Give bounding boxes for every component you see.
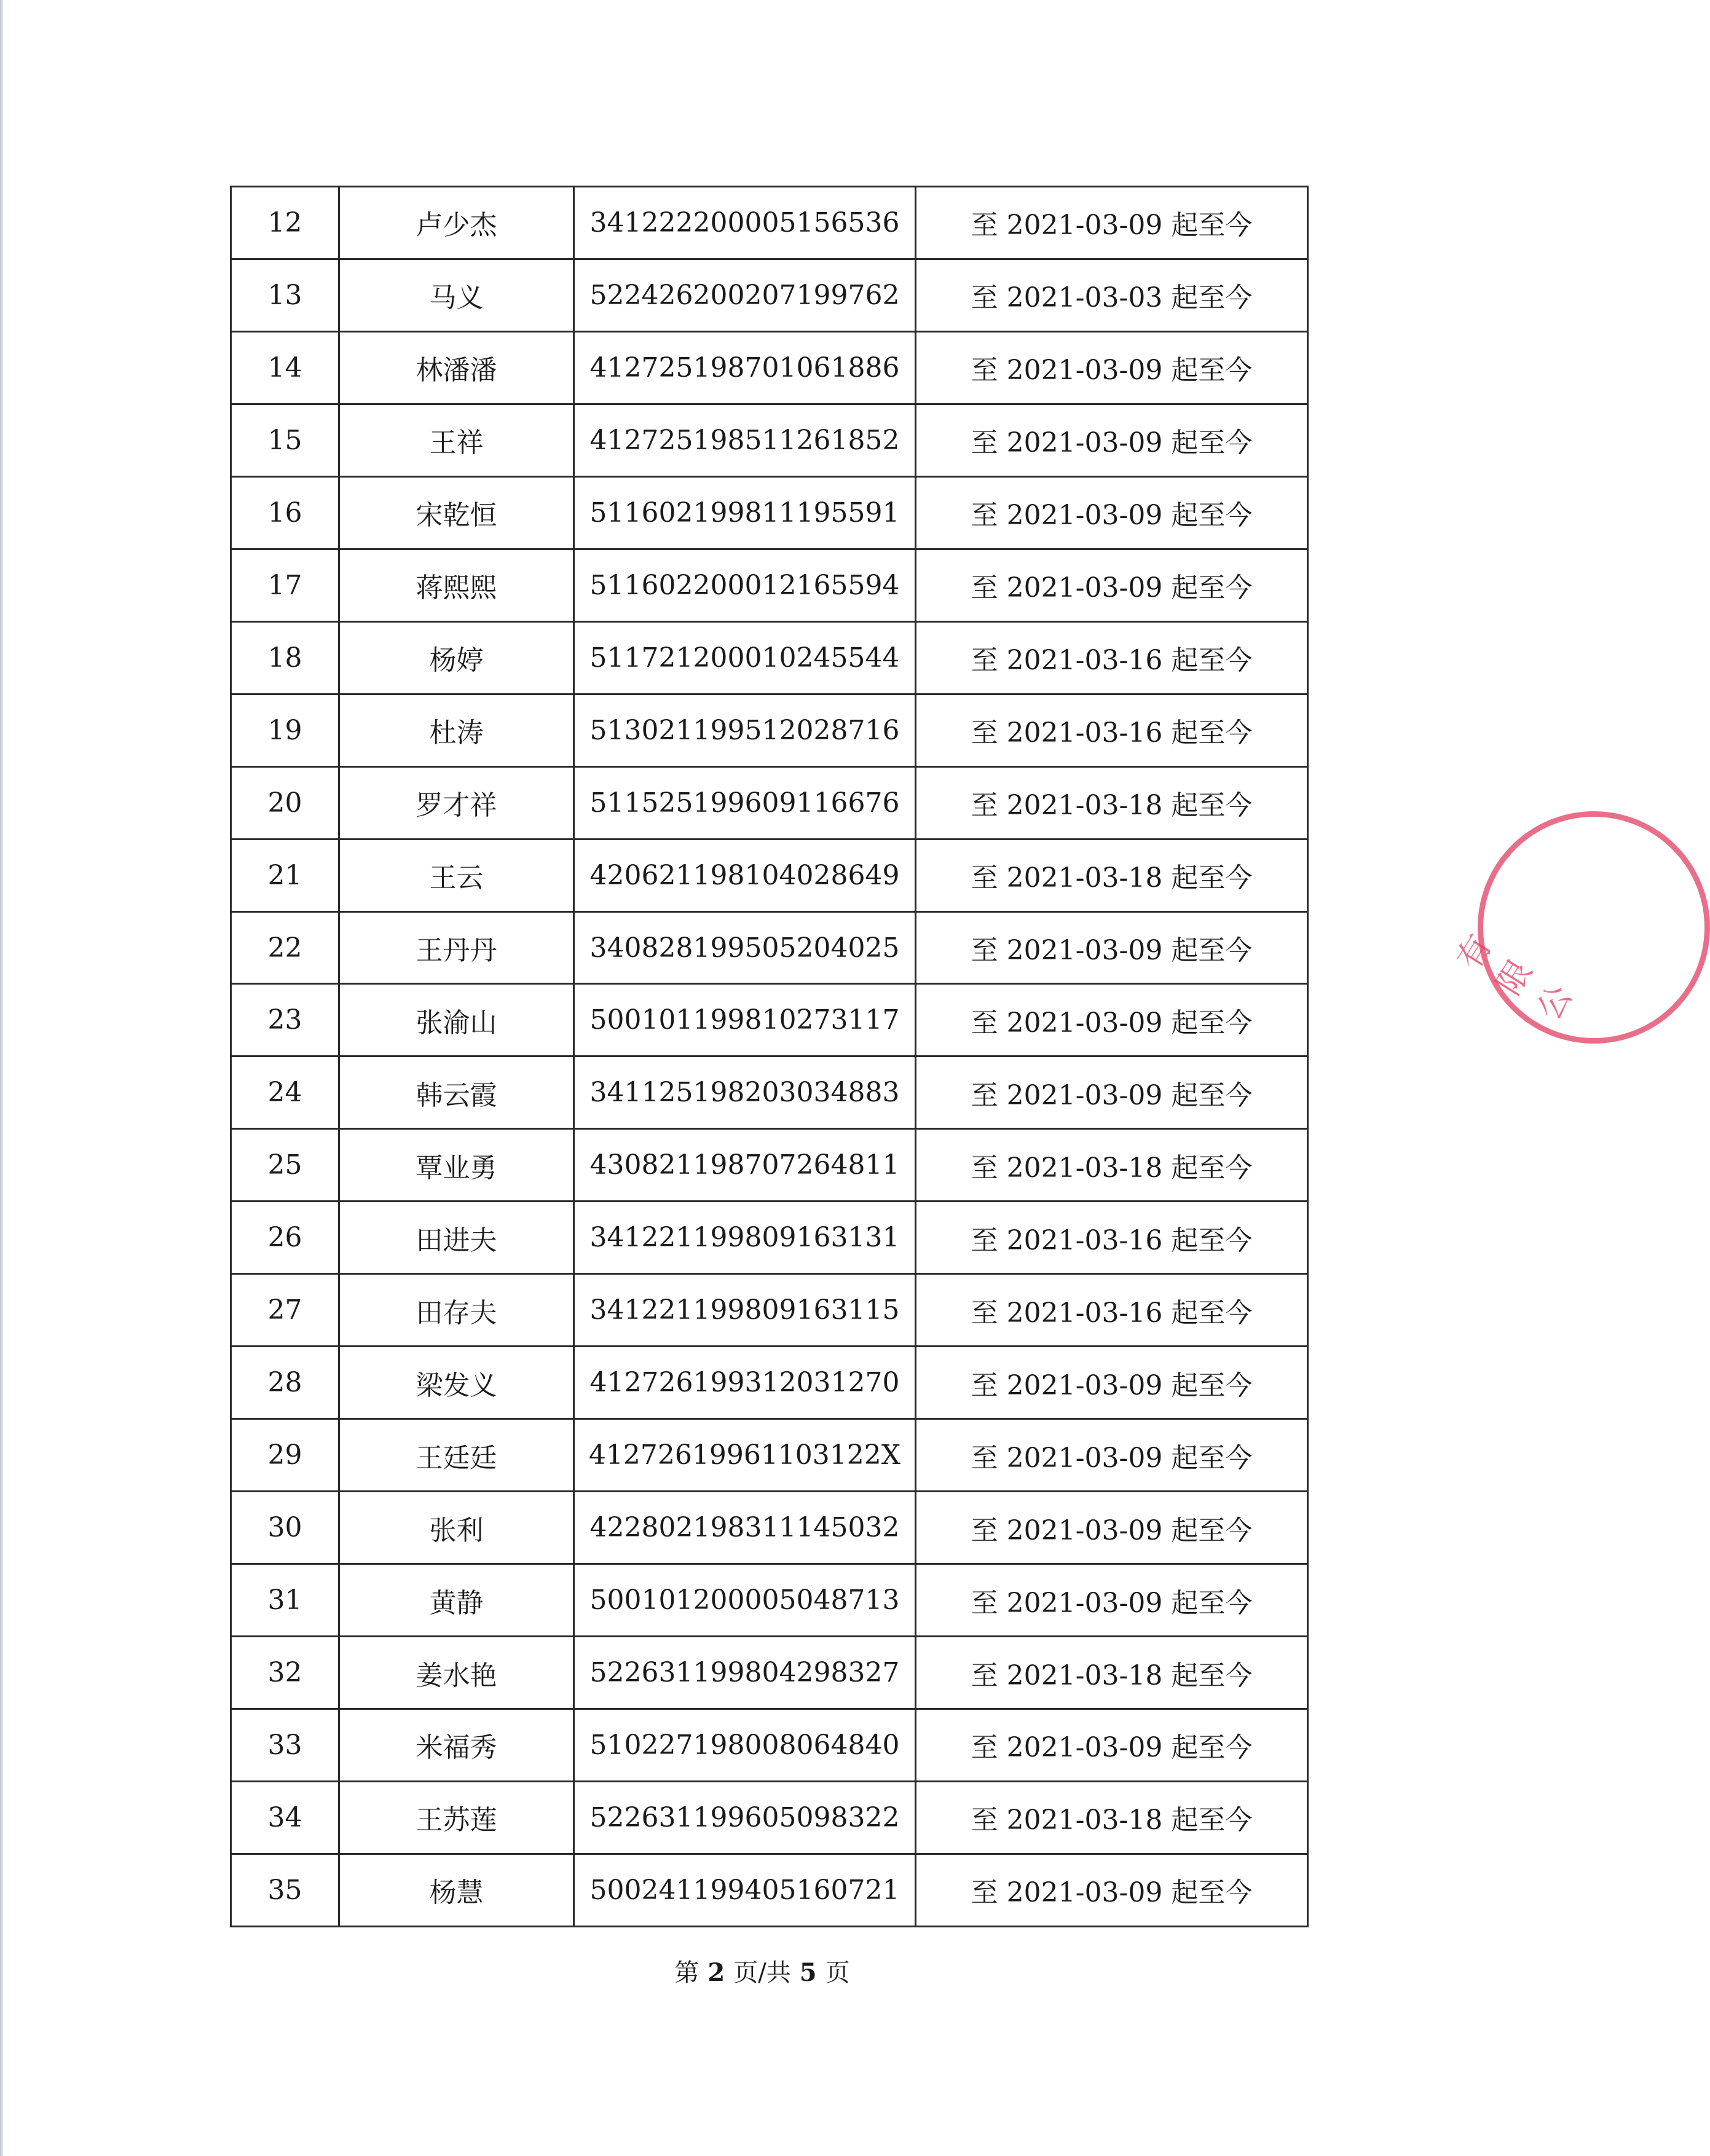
- row-number: 28: [231, 1347, 339, 1419]
- row-number: 17: [231, 549, 339, 621]
- row-name: 杜涛: [339, 694, 574, 766]
- row-period: 至 2021-03-09 起至今: [916, 476, 1308, 549]
- row-period: 至 2021-03-16 起至今: [916, 621, 1308, 694]
- row-id-number: 341221199809163115: [574, 1274, 916, 1347]
- row-id-number: 341125198203034883: [574, 1056, 916, 1129]
- table-row: [231, 1637, 1308, 1709]
- row-name: 米福秀: [339, 1709, 574, 1782]
- roster-table: [230, 186, 1309, 1927]
- row-period: 至 2021-03-09 起至今: [916, 1056, 1308, 1129]
- table-row: [231, 621, 1308, 694]
- row-period: 至 2021-03-16 起至今: [916, 1274, 1308, 1347]
- row-name: 宋乾恒: [339, 476, 574, 549]
- row-name: 姜水艳: [339, 1637, 574, 1709]
- table-row: [231, 1056, 1308, 1129]
- row-period: 至 2021-03-09 起至今: [916, 911, 1308, 984]
- row-number: 19: [231, 694, 339, 766]
- table-row: [231, 1564, 1308, 1637]
- row-period: 至 2021-03-09 起至今: [916, 331, 1308, 404]
- row-period: 至 2021-03-16 起至今: [916, 694, 1308, 766]
- row-id-number: 500101200005048713: [574, 1564, 916, 1637]
- footer-middle: 页/共: [733, 1959, 791, 1987]
- row-id-number: 41272619961103122X: [574, 1419, 916, 1492]
- table-row: [231, 984, 1308, 1056]
- row-number: 23: [231, 984, 339, 1056]
- row-name: 马义: [339, 259, 574, 331]
- row-period: 至 2021-03-09 起至今: [916, 404, 1308, 476]
- row-id-number: 340828199505204025: [574, 911, 916, 984]
- table-row: [231, 1129, 1308, 1202]
- row-id-number: 511602200012165594: [574, 549, 916, 621]
- row-number: 29: [231, 1419, 339, 1492]
- table-row: [231, 766, 1308, 839]
- row-number: 15: [231, 404, 339, 476]
- row-number: 34: [231, 1781, 339, 1854]
- table-row: [231, 1347, 1308, 1419]
- row-name: 王丹丹: [339, 911, 574, 984]
- table-row: [231, 404, 1308, 476]
- row-name: 王苏莲: [339, 1781, 574, 1854]
- row-name: 田存夫: [339, 1274, 574, 1347]
- footer-suffix: 页: [825, 1959, 850, 1987]
- row-number: 12: [231, 187, 339, 259]
- row-id-number: 510227198008064840: [574, 1709, 916, 1782]
- row-id-number: 513021199512028716: [574, 694, 916, 766]
- row-period: 至 2021-03-03 起至今: [916, 259, 1308, 331]
- row-name: 罗才祥: [339, 766, 574, 839]
- table-row: [231, 259, 1308, 331]
- row-name: 覃业勇: [339, 1129, 574, 1202]
- row-name: 梁发义: [339, 1347, 574, 1419]
- row-number: 32: [231, 1637, 339, 1709]
- row-period: 至 2021-03-18 起至今: [916, 1129, 1308, 1202]
- row-id-number: 412725198701061886: [574, 331, 916, 404]
- row-number: 21: [231, 839, 339, 911]
- row-id-number: 500101199810273117: [574, 984, 916, 1056]
- row-period: 至 2021-03-09 起至今: [916, 1854, 1308, 1926]
- row-period: 至 2021-03-18 起至今: [916, 1637, 1308, 1709]
- row-period: 至 2021-03-09 起至今: [916, 984, 1308, 1056]
- row-period: 至 2021-03-09 起至今: [916, 1709, 1308, 1782]
- table-row: [231, 549, 1308, 621]
- row-id-number: 522426200207199762: [574, 259, 916, 331]
- row-id-number: 522631199804298327: [574, 1637, 916, 1709]
- row-name: 蒋熙熙: [339, 549, 574, 621]
- row-number: 27: [231, 1274, 339, 1347]
- row-name: 卢少杰: [339, 187, 574, 259]
- row-id-number: 511721200010245544: [574, 621, 916, 694]
- row-period: 至 2021-03-09 起至今: [916, 1564, 1308, 1637]
- row-period: 至 2021-03-09 起至今: [916, 187, 1308, 259]
- row-name: 黄静: [339, 1564, 574, 1637]
- row-number: 25: [231, 1129, 339, 1202]
- row-name: 王云: [339, 839, 574, 911]
- row-period: 至 2021-03-09 起至今: [916, 1419, 1308, 1492]
- row-period: 至 2021-03-09 起至今: [916, 1492, 1308, 1564]
- table-row: [231, 1709, 1308, 1782]
- roster-body: [231, 187, 1308, 1927]
- table-row: [231, 476, 1308, 549]
- row-name: 杨婷: [339, 621, 574, 694]
- footer-prefix: 第: [674, 1959, 699, 1987]
- table-row: [231, 1781, 1308, 1854]
- company-seal-text: 有限公: [1449, 924, 1582, 1027]
- row-id-number: 422802198311145032: [574, 1492, 916, 1564]
- row-name: 杨慧: [339, 1854, 574, 1926]
- row-id-number: 412725198511261852: [574, 404, 916, 476]
- row-number: 35: [231, 1854, 339, 1926]
- row-id-number: 420621198104028649: [574, 839, 916, 911]
- scan-edge-shadow: [0, 0, 3, 2156]
- table-row: [231, 911, 1308, 984]
- row-period: 至 2021-03-09 起至今: [916, 1347, 1308, 1419]
- row-id-number: 511602199811195591: [574, 476, 916, 549]
- row-id-number: 522631199605098322: [574, 1781, 916, 1854]
- table-row: [231, 1274, 1308, 1347]
- table-row: [231, 694, 1308, 766]
- row-number: 24: [231, 1056, 339, 1129]
- row-name: 林潘潘: [339, 331, 574, 404]
- row-id-number: 341221199809163131: [574, 1202, 916, 1274]
- row-number: 18: [231, 621, 339, 694]
- table-row: [231, 331, 1308, 404]
- row-period: 至 2021-03-18 起至今: [916, 1781, 1308, 1854]
- row-number: 26: [231, 1202, 339, 1274]
- row-name: 王廷廷: [339, 1419, 574, 1492]
- row-number: 31: [231, 1564, 339, 1637]
- row-id-number: 500241199405160721: [574, 1854, 916, 1926]
- row-number: 20: [231, 766, 339, 839]
- company-seal: [1478, 811, 1710, 1044]
- row-name: 田进夫: [339, 1202, 574, 1274]
- table-row: [231, 187, 1308, 259]
- row-id-number: 430821198707264811: [574, 1129, 916, 1202]
- row-id-number: 511525199609116676: [574, 766, 916, 839]
- row-number: 16: [231, 476, 339, 549]
- row-period: 至 2021-03-16 起至今: [916, 1202, 1308, 1274]
- row-number: 30: [231, 1492, 339, 1564]
- row-name: 张渝山: [339, 984, 574, 1056]
- row-period: 至 2021-03-09 起至今: [916, 549, 1308, 621]
- row-period: 至 2021-03-18 起至今: [916, 839, 1308, 911]
- row-name: 韩云霞: [339, 1056, 574, 1129]
- row-id-number: 341222200005156536: [574, 187, 916, 259]
- row-name: 王祥: [339, 404, 574, 476]
- table-row: [231, 1854, 1308, 1926]
- table-row: [231, 1419, 1308, 1492]
- table-row: [231, 1202, 1308, 1274]
- row-number: 22: [231, 911, 339, 984]
- row-number: 13: [231, 259, 339, 331]
- row-number: 14: [231, 331, 339, 404]
- row-period: 至 2021-03-18 起至今: [916, 766, 1308, 839]
- footer-page-number: 2: [707, 1958, 725, 1987]
- table-row: [231, 839, 1308, 911]
- row-id-number: 412726199312031270: [574, 1347, 916, 1419]
- row-number: 33: [231, 1709, 339, 1782]
- row-name: 张利: [339, 1492, 574, 1564]
- footer-total-pages: 5: [799, 1958, 817, 1987]
- page-footer: [0, 1953, 1524, 1988]
- table-row: [231, 1492, 1308, 1564]
